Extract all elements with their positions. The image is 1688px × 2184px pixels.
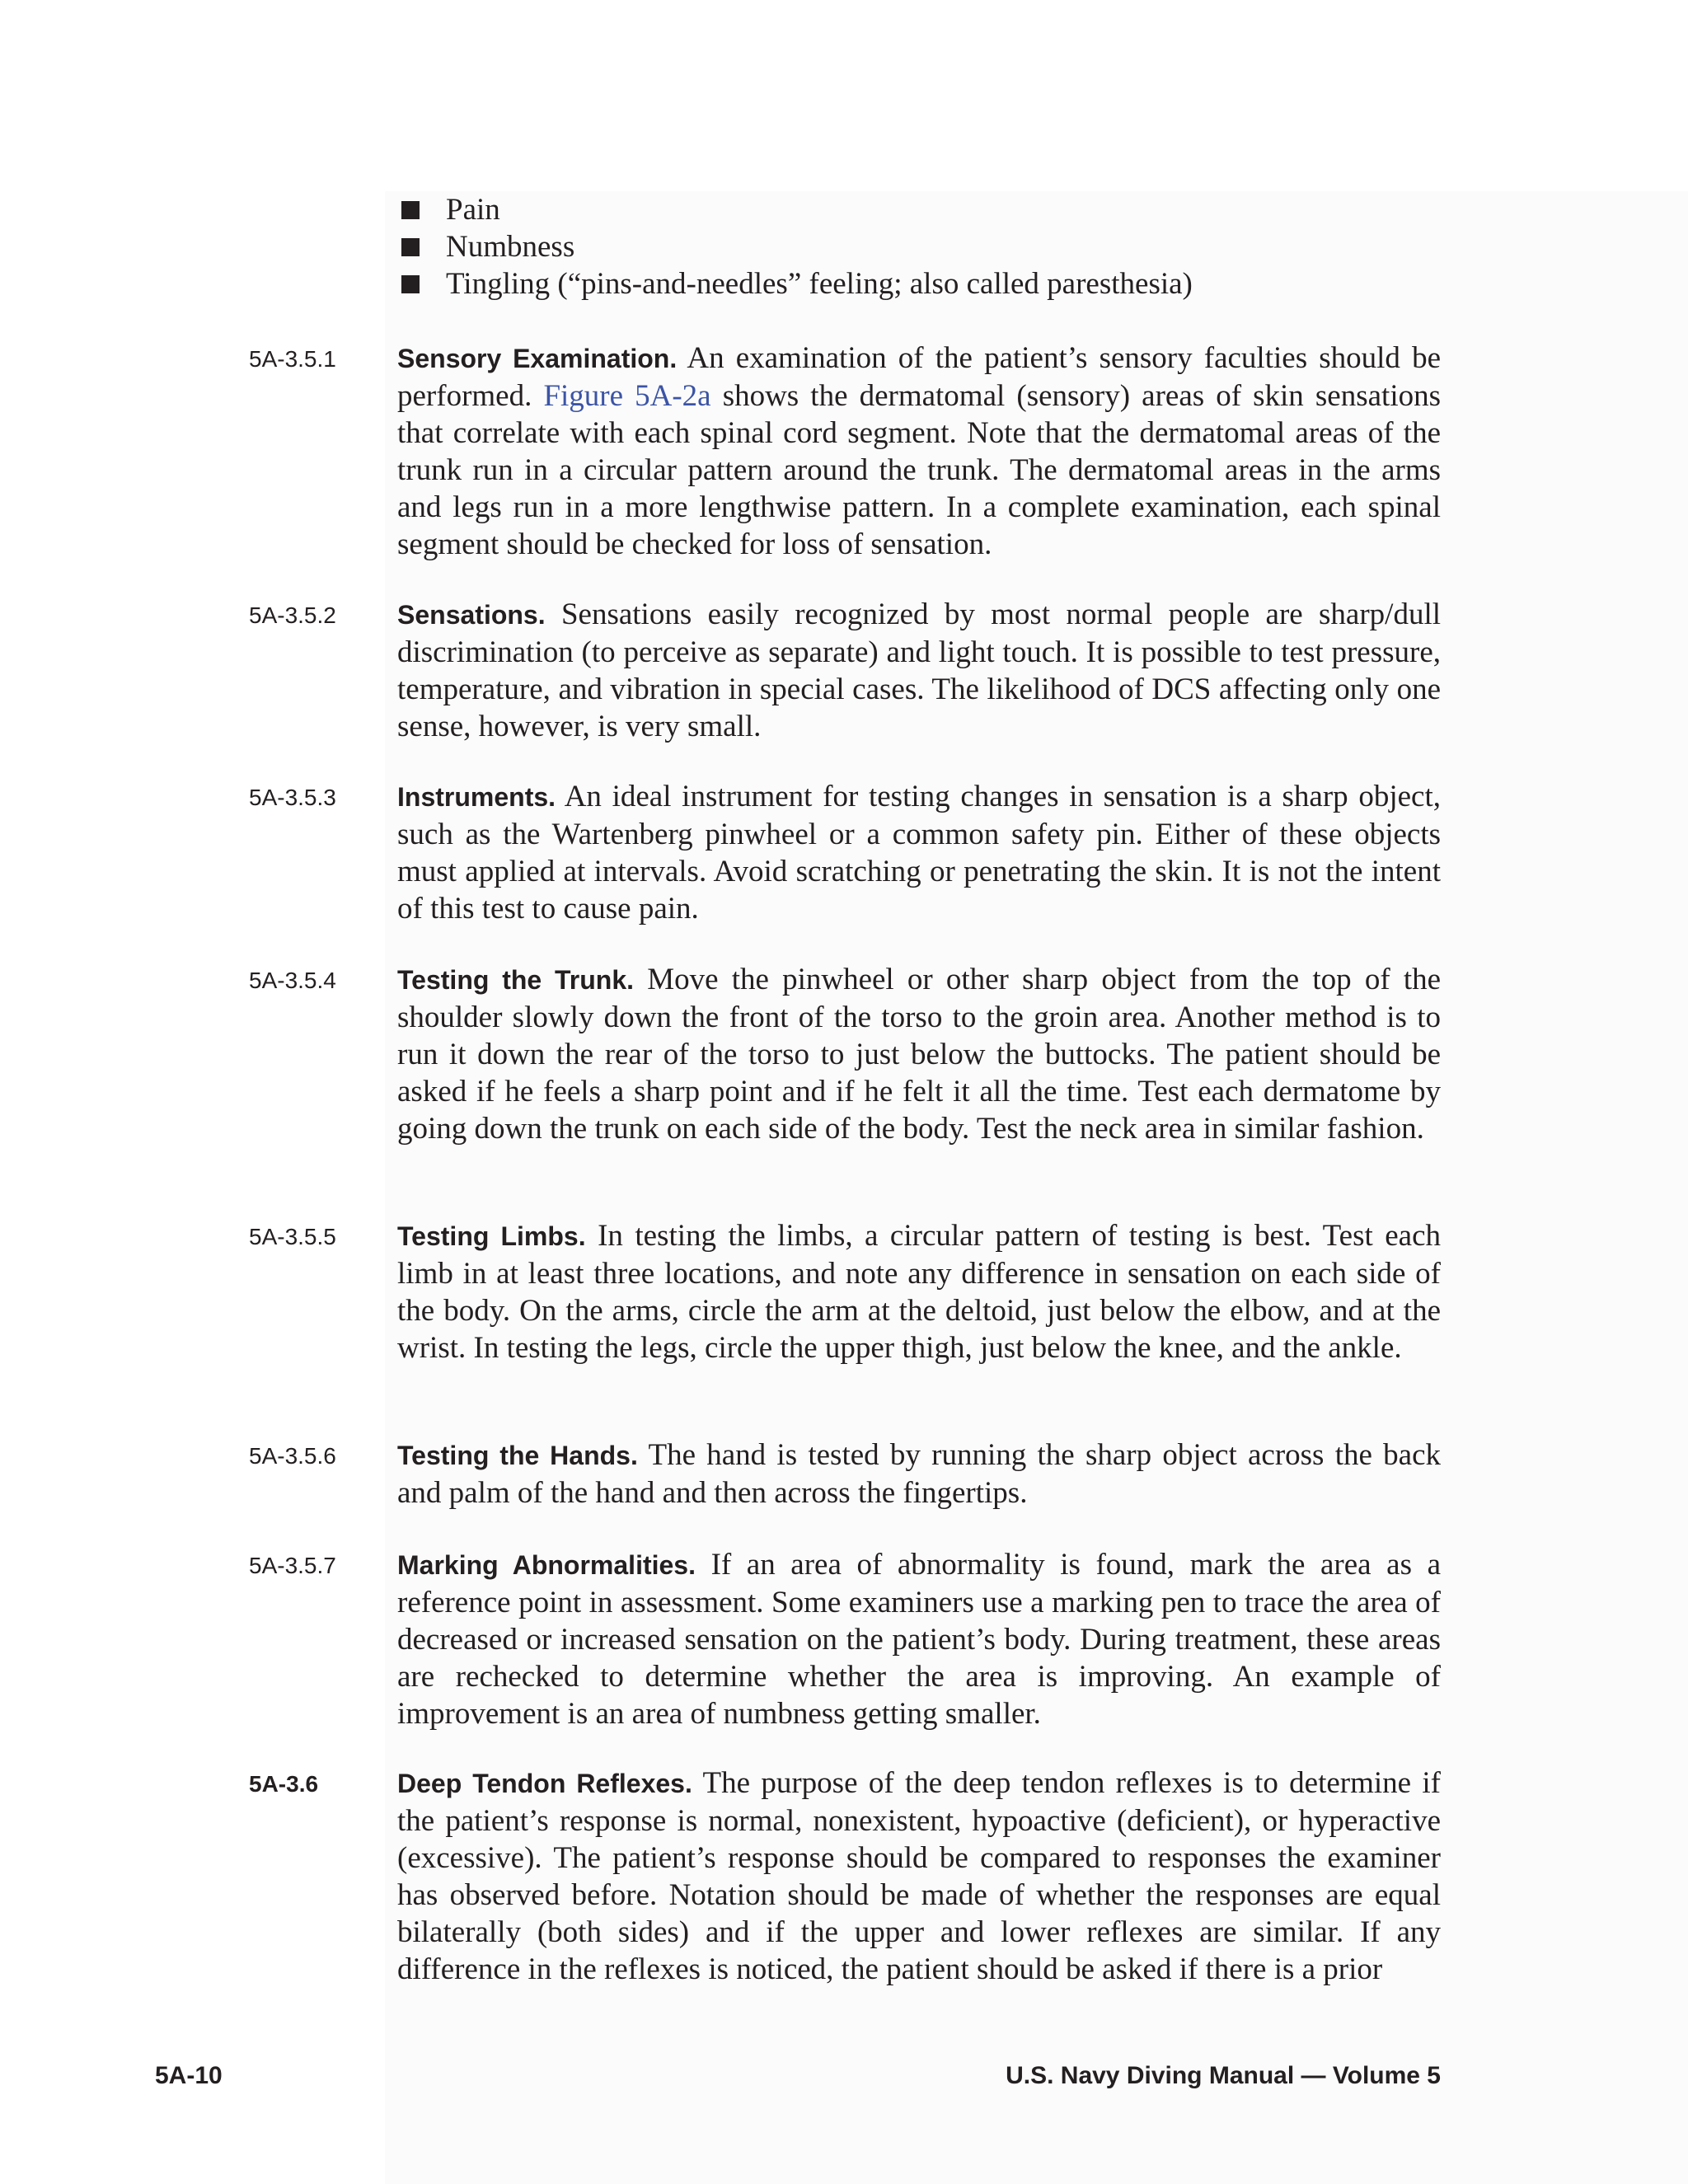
- paragraph-text: The hand is tested by running the sharp object across the back and palm of the hand and then across the fingertips.: [397, 1438, 1441, 1510]
- paragraph-body: [397, 340, 1441, 563]
- paragraph-text: An ideal instrument for testing changes in sensation is a sharp object, such as the Wartenberg pinwheel or a common safety pin. Either of these objects must applied at intervals. Avoid scratching or penetrating the skin. It is not the intent of this test to cause pain.: [397, 780, 1441, 926]
- list-item: [401, 265, 1473, 302]
- paragraph-title: Marking Abnormalities.: [397, 1550, 696, 1580]
- paragraph-title: Sensations.: [397, 600, 546, 630]
- list-item: [401, 191, 1473, 228]
- symptom-list: [401, 191, 1473, 302]
- paragraph-title: Testing Limbs.: [397, 1221, 586, 1251]
- paragraph-body: [397, 1546, 1441, 1732]
- list-item-text: Numbness: [446, 230, 575, 264]
- paragraph-number: 5A-3.5.3: [249, 785, 336, 810]
- square-bullet-icon: [401, 275, 420, 293]
- paragraph-title: Sensory Examination.: [397, 344, 678, 373]
- section-number: 5A-3.6: [249, 1771, 319, 1797]
- list-item: [401, 228, 1473, 265]
- square-bullet-icon: [401, 201, 420, 219]
- paragraph-number: 5A-3.5.1: [249, 346, 336, 372]
- paragraph-text: The purpose of the deep tendon reflexes is to determine if the patient’s response is normal, nonexistent, hypoactive (deficient), or hyperactive (excessive). The patient’s response should be compared to responses the examiner has observed before. Notation should be made of whether the responses are equal bilaterally (both sides) and if the upper and lower reflexes are similar. If any difference in the reflexes is noticed, the patient should be asked if there is a prior: [397, 1766, 1442, 1986]
- paragraph-text: If an area of abnormality is found, mark the area as a reference point in assessment. Some examiners use a marking pen to trace the area of decreased or increased sensation on the patient’s body. During treatment, these areas are rechecked to determine whether the area is improving. An example of improvement is an area of numbness getting smaller.: [397, 1548, 1441, 1731]
- square-bullet-icon: [401, 238, 420, 256]
- paragraph-title: Instruments.: [397, 782, 556, 812]
- list-item-text: Pain: [446, 193, 500, 227]
- paragraph-body: [397, 961, 1441, 1147]
- list-item-text: Tingling (“pins-and-needles” feeling; also called paresthesia): [446, 267, 1193, 301]
- paragraph-number: 5A-3.5.2: [249, 602, 336, 628]
- paragraph-number: 5A-3.5.6: [249, 1443, 336, 1469]
- paragraph-number: 5A-3.5.5: [249, 1224, 336, 1249]
- paragraph-body: [397, 1217, 1441, 1366]
- paragraph-text: An examination of the patient’s sensory faculties should be performed.: [397, 341, 1441, 413]
- figure-link[interactable]: Figure 5A-2a: [543, 379, 711, 413]
- paragraph-title: Testing the Hands.: [397, 1441, 638, 1470]
- paragraph-text: Move the pinwheel or other sharp object from the top of the shoulder slowly down the front of the torso to the groin area. Another method is to run it down the rear of the torso to just below the buttocks. The patient should be asked if he feels a sharp point and if he felt it all the time. Test each dermatome by going down the trunk on each side of the body. Test the neck area in similar fashion.: [397, 963, 1442, 1146]
- paragraph-text: In testing the limbs, a circular pattern of testing is best. Test each limb in at least three locations, and note any difference in sensation on each side of the body. On the arms, circle the arm at the deltoid, just below the elbow, and at the wrist. In testing the legs, circle the upper thigh, just below the knee, and the ankle.: [397, 1219, 1441, 1365]
- paragraph-body: [397, 778, 1441, 927]
- paragraph-body: [397, 596, 1441, 745]
- paragraph-title: Deep Tendon Reflexes.: [397, 1769, 692, 1798]
- manual-title: U.S. Navy Diving Manual — Volume 5: [1006, 2062, 1441, 2089]
- paragraph-number: 5A-3.5.7: [249, 1553, 336, 1578]
- paragraph-title: Testing the Trunk.: [397, 965, 635, 995]
- paragraph-text: shows the dermatomal (sensory) areas of skin sensations that correlate with each spinal cord segment. Note that the dermatomal areas of the trunk run in a circular pattern around the trunk. The dermatomal areas in the arms and legs run in a more lengthwise pattern. In a complete examination, each spinal segment should be checked for loss of sensation.: [397, 379, 1442, 561]
- page-number: 5A-10: [155, 2062, 223, 2089]
- paragraph-body: [397, 1765, 1441, 1988]
- paragraph-body: [397, 1436, 1441, 1511]
- paragraph-text: Sensations easily recognized by most normal people are sharp/dull discrimination (to perceive as separate) and light touch. It is possible to test pressure, temperature, and vibration in special cases. The likelihood of DCS affecting only one sense, however, is very small.: [397, 598, 1441, 743]
- paragraph-number: 5A-3.5.4: [249, 968, 336, 993]
